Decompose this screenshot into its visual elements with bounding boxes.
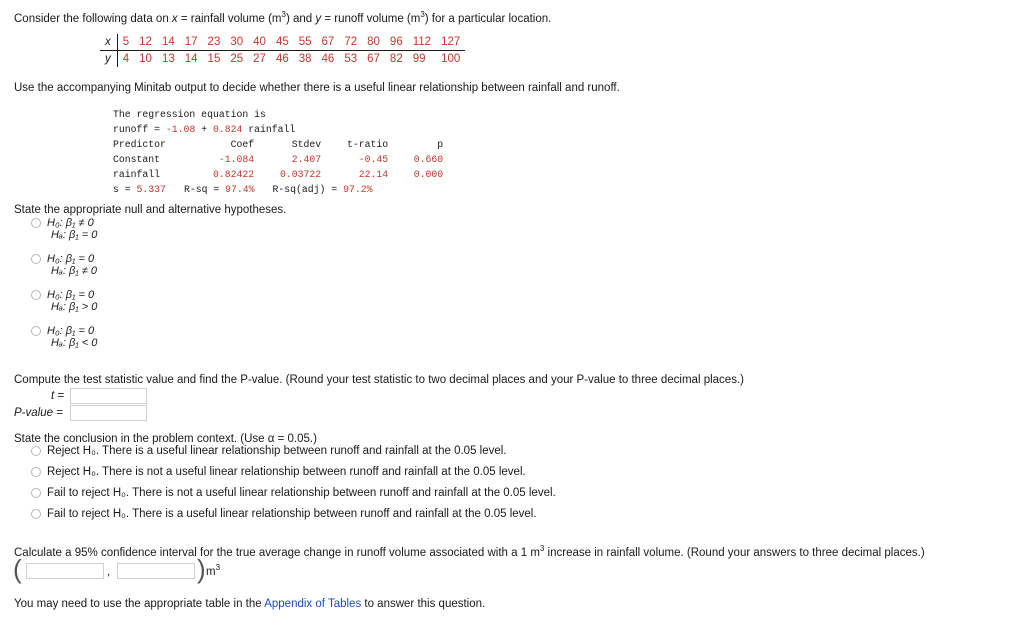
row-p: 0.660	[413, 154, 444, 165]
p-value-input[interactable]	[70, 405, 147, 421]
y-value-cell: 14	[184, 53, 198, 65]
radio-button[interactable]	[31, 509, 41, 519]
x-value-cell: 72	[339, 34, 362, 51]
x-symbol: x	[171, 12, 178, 25]
row-coef: -1.084	[218, 154, 255, 165]
radio-button[interactable]	[31, 254, 41, 264]
coef-header-row	[113, 137, 443, 152]
ci-prompt-part: Calculate a 95% confidence interval for the true average change in runoff volume associated with a 1 m	[14, 546, 540, 559]
radio-button[interactable]	[31, 467, 41, 477]
hypothesis-option-1[interactable]	[31, 217, 97, 241]
ci-open-paren: (	[13, 554, 22, 584]
rsq-label: R-sq =	[183, 184, 226, 195]
x-value-cell: 112	[408, 34, 436, 51]
y-value-cell: 25	[230, 53, 244, 65]
y-value-cell: 46	[321, 53, 335, 65]
eq-suffix: rainfall	[242, 124, 296, 135]
footer-text	[14, 598, 485, 610]
y-value-cell: 99	[412, 53, 426, 65]
x-value-cell: 14	[157, 34, 180, 51]
regression-heading: The regression equation is	[113, 109, 266, 120]
coef-row-rainfall	[113, 167, 443, 182]
eq-plus: +	[195, 124, 213, 135]
data-table	[100, 34, 465, 67]
x-value-cell: 45	[271, 34, 294, 51]
conclusion-option-3[interactable]	[31, 487, 556, 499]
footer-part: to answer this question.	[361, 598, 486, 610]
row-stdev: 0.03722	[280, 169, 322, 180]
regression-equation	[113, 122, 443, 137]
col-predictor: Predictor	[113, 139, 166, 150]
conclusion-text: Reject H₀. There is a useful linear relationship between runoff and rainfall at the 0.05 level.	[47, 445, 507, 457]
x-value-cell: 5	[117, 34, 134, 51]
null-hypothesis: H₀: β₁ ≠ 0	[47, 217, 94, 229]
hypothesis-option-2[interactable]	[31, 253, 97, 277]
alt-hypothesis: Hₐ: β₁ = 0	[51, 229, 98, 241]
hypotheses-prompt: State the appropriate null and alternative hypotheses.	[14, 204, 287, 216]
intro-part: Consider the following data on	[14, 12, 172, 25]
appendix-link[interactable]: Appendix of Tables	[264, 598, 362, 610]
conclusion-option-1[interactable]	[31, 445, 507, 457]
y-value-cell: 38	[298, 53, 312, 65]
y-value-cell: 10	[139, 53, 152, 65]
ci-lower-input[interactable]	[26, 563, 104, 579]
y-symbol: y	[315, 12, 322, 25]
hypothesis-option-4[interactable]	[31, 325, 97, 349]
intro-part: = runoff volume (m	[321, 12, 421, 25]
y-value-cell: 100	[441, 53, 461, 65]
y-value-cell: 27	[253, 53, 266, 65]
eq-slope: 0.824	[212, 124, 243, 135]
x-value-cell: 12	[134, 34, 157, 51]
s-value: 5.337	[136, 184, 166, 195]
col-tratio: t-ratio	[347, 139, 389, 150]
conclusion-option-4[interactable]	[31, 508, 537, 520]
col-coef: Coef	[230, 139, 255, 150]
row-t: 22.14	[358, 169, 389, 180]
x-value-cell: 127	[436, 34, 465, 51]
ci-upper-input[interactable]	[117, 563, 195, 579]
x-value-cell: 80	[362, 34, 385, 51]
alt-hypothesis: Hₐ: β₁ < 0	[51, 337, 98, 349]
fit-stats	[113, 182, 443, 197]
coef-row-constant	[113, 152, 443, 167]
y-value-cell: 67	[367, 53, 380, 65]
row-name: rainfall	[113, 169, 161, 180]
t-input[interactable]	[70, 388, 147, 404]
eq-intercept: -1.08	[165, 124, 196, 135]
x-value-cell: 55	[294, 34, 317, 51]
conclusion-prompt: State the conclusion in the problem context. (Use α = 0.05.)	[14, 433, 317, 445]
radio-button[interactable]	[31, 446, 41, 456]
ci-prompt	[14, 544, 925, 559]
minitab-output	[113, 107, 443, 197]
x-value-cell: 17	[180, 34, 203, 51]
conclusion-text: Reject H₀. There is not a useful linear relationship between runoff and rainfall at the 0.05 level.	[47, 466, 526, 478]
superscript: 3	[281, 10, 286, 19]
null-hypothesis: H₀: β₁ = 0	[47, 289, 95, 301]
row-p: 0.000	[413, 169, 444, 180]
y-value-cell: 46	[275, 53, 289, 65]
superscript: 3	[539, 544, 545, 553]
y-value-cell: 53	[344, 53, 358, 65]
conclusion-text: Fail to reject H₀. There is a useful linear relationship between runoff and rainfall at the 0.05 level.	[47, 508, 537, 520]
alt-hypothesis: Hₐ: β₁ > 0	[51, 301, 98, 313]
col-stdev: Stdev	[291, 139, 322, 150]
x-row	[100, 34, 465, 51]
null-hypothesis: H₀: β₁ = 0	[47, 325, 95, 337]
x-value-cell: 67	[317, 34, 340, 51]
superscript: 3	[215, 563, 221, 572]
s-label: s =	[113, 184, 137, 195]
col-p: p	[437, 139, 444, 150]
intro-part: ) and	[285, 12, 316, 25]
p-value-label: P-value =	[14, 407, 63, 419]
intro-part: ) for a particular location.	[424, 12, 552, 25]
y-header: y	[100, 51, 117, 68]
conclusion-option-2[interactable]	[31, 466, 526, 478]
rsqadj-label: R-sq(adj) =	[272, 184, 344, 195]
rsqadj-value: 97.2%	[343, 184, 373, 195]
y-value-cell: 13	[161, 53, 175, 65]
null-hypothesis: H₀: β₁ = 0	[47, 253, 95, 265]
ci-close-paren: )	[197, 554, 206, 584]
y-value-cell: 15	[207, 53, 221, 65]
t-label: t =	[51, 390, 65, 402]
row-t: -0.45	[358, 154, 389, 165]
y-value-cell: 4	[122, 53, 130, 65]
x-value-cell: 30	[225, 34, 248, 51]
row-name: Constant	[113, 154, 161, 165]
superscript: 3	[420, 10, 425, 19]
ci-prompt-part: increase in rainfall volume. (Round your answers to three decimal places.)	[544, 546, 925, 559]
x-value-cell: 96	[385, 34, 408, 51]
x-header: x	[100, 34, 117, 51]
hypothesis-option-3[interactable]	[31, 289, 97, 313]
unit-text: m	[206, 565, 216, 578]
coef-table	[113, 137, 443, 182]
rsq-value: 97.4%	[225, 184, 255, 195]
y-value-cell: 82	[389, 53, 403, 65]
radio-button[interactable]	[31, 326, 41, 336]
radio-button[interactable]	[31, 218, 41, 228]
eq-prefix: runoff =	[113, 124, 166, 135]
instruction-text: Use the accompanying Minitab output to decide whether there is a useful linear relationship between rainfall and runoff.	[14, 82, 620, 94]
x-value-cell: 23	[203, 34, 226, 51]
test-stat-prompt: Compute the test statistic value and find the P-value. (Round your test statistic to two decimal places and your P-value to three decimal places.)	[14, 374, 744, 386]
alt-hypothesis: Hₐ: β₁ ≠ 0	[51, 265, 98, 277]
conclusion-text: Fail to reject H₀. There is not a useful linear relationship between runoff and rainfall at the 0.05 level.	[47, 487, 556, 499]
footer-part: You may need to use the appropriate table in the	[14, 598, 265, 610]
intro-text	[14, 10, 551, 25]
ci-unit	[206, 563, 220, 578]
ci-comma: ,	[107, 566, 111, 578]
radio-button[interactable]	[31, 488, 41, 498]
y-row	[100, 51, 465, 68]
row-stdev: 2.407	[291, 154, 322, 165]
x-value-cell: 40	[248, 34, 271, 51]
row-coef: 0.82422	[213, 169, 255, 180]
radio-button[interactable]	[31, 290, 41, 300]
intro-part: = rainfall volume (m	[177, 12, 282, 25]
